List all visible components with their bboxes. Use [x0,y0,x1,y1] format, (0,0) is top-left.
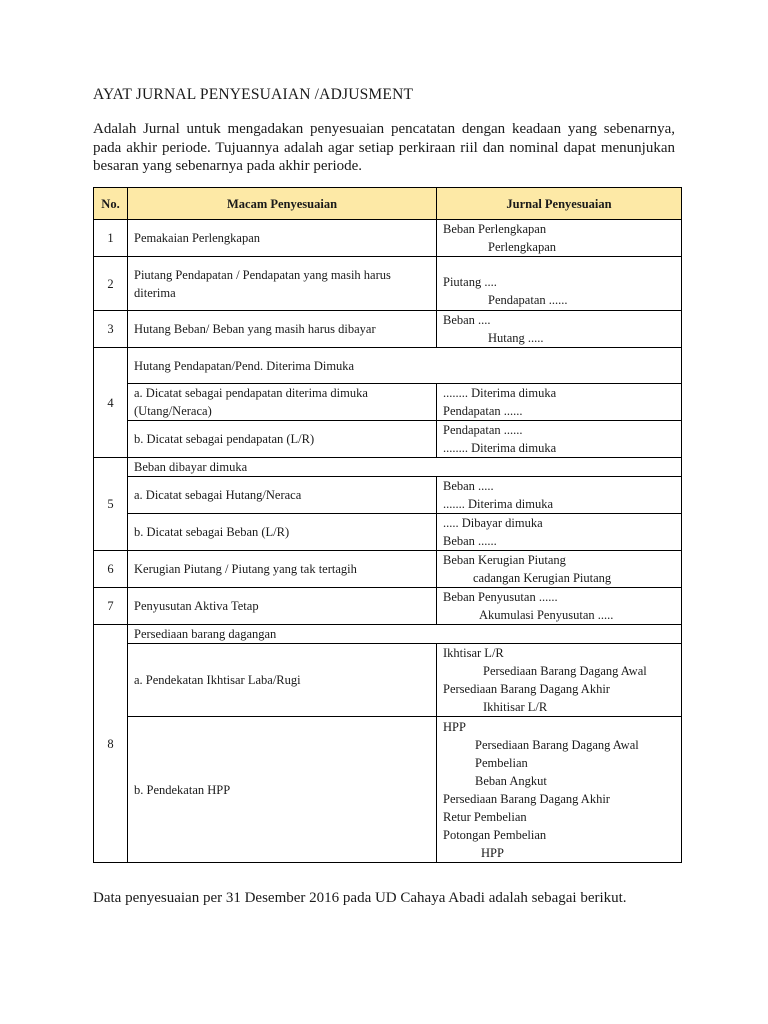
header-no: No. [94,188,128,220]
jurnal-line: Persediaan Barang Dagang Awal [483,664,647,678]
jurnal-cell [437,477,682,514]
table-row [94,625,682,644]
macam-cell: Penyusutan Aktiva Tetap [128,588,437,625]
table-row [94,588,682,625]
jurnal-credit-line: cadangan Kerugian Piutang [473,571,612,585]
jurnal-debit-line: Pendapatan ...... [443,423,523,437]
group-title-cell: Persediaan barang dagangan [128,625,682,644]
jurnal-line: HPP [481,845,504,860]
jurnal-line: Persediaan Barang Dagang Awal [475,737,639,752]
jurnal-cell [437,551,682,588]
jurnal-line: Pembelian [475,755,528,770]
table-row [94,257,682,311]
table-row [94,477,682,514]
jurnal-cell [437,514,682,551]
jurnal-line: Ikhitisar L/R [483,700,548,714]
jurnal-line: Persediaan Barang Dagang Akhir [443,682,610,696]
group-title-cell: Beban dibayar dimuka [128,458,682,477]
page-heading: AYAT JURNAL PENYESUAIAN /ADJUSMENT [93,86,414,103]
group-title-cell: Hutang Pendapatan/Pend. Diterima Dimuka [128,348,682,384]
jurnal-line: Beban Angkut [475,773,547,788]
row-number: 7 [94,588,128,625]
jurnal-line: Persediaan Barang Dagang Akhir [443,791,610,806]
table-row [94,220,682,257]
macam-cell: a. Dicatat sebagai Hutang/Neraca [128,477,437,514]
jurnal-cell [437,384,682,421]
jurnal-debit-line: Beban .... [443,313,491,327]
jurnal-cell [437,311,682,348]
row-number: 8 [94,625,128,863]
table-row [94,311,682,348]
header-jurnal-penyesuaian: Jurnal Penyesuaian [437,188,682,220]
macam-cell: Piutang Pendapatan / Pendapatan yang masih harus diterima [128,257,437,311]
adjustment-journal-table [93,187,682,863]
table-row [94,514,682,551]
jurnal-credit-line: ....... Diterima dimuka [443,497,554,511]
jurnal-cell [437,421,682,458]
jurnal-debit-line: ........ Diterima dimuka [443,386,557,400]
jurnal-line: HPP [443,719,466,734]
jurnal-debit-line: Beban ..... [443,479,494,493]
table-row [94,348,682,384]
macam-cell: Pemakaian Perlengkapan [128,220,437,257]
jurnal-cell [437,588,682,625]
row-number: 3 [94,311,128,348]
jurnal-credit-line: Hutang ..... [488,331,544,345]
jurnal-cell [437,717,682,863]
macam-cell: Kerugian Piutang / Piutang yang tak tertagih [128,551,437,588]
table-row [94,458,682,477]
row-number: 2 [94,257,128,311]
macam-cell: Hutang Beban/ Beban yang masih harus dibayar [128,311,437,348]
table-row [94,551,682,588]
row-number: 6 [94,551,128,588]
row-number: 4 [94,348,128,458]
jurnal-cell [437,644,682,717]
jurnal-line: Ikhtisar L/R [443,646,504,660]
macam-cell: b. Pendekatan HPP [128,717,437,863]
row-number: 5 [94,458,128,551]
jurnal-credit-line: ........ Diterima dimuka [443,441,557,455]
jurnal-debit-line: Beban Kerugian Piutang [443,553,566,567]
jurnal-credit-line: Perlengkapan [488,240,557,254]
jurnal-credit-line: Pendapatan ...... [443,404,523,418]
table-row [94,717,682,863]
jurnal-credit-line: Akumulasi Penyusutan ..... [479,608,614,622]
table-row [94,384,682,421]
table-header-row [94,188,682,220]
jurnal-debit-line: ..... Dibayar dimuka [443,516,543,530]
macam-cell: b. Dicatat sebagai Beban (L/R) [128,514,437,551]
jurnal-cell [437,257,682,311]
row-number: 1 [94,220,128,257]
jurnal-line: Retur Pembelian [443,809,527,824]
macam-cell: b. Dicatat sebagai pendapatan (L/R) [128,421,437,458]
intro-paragraph: Adalah Jurnal untuk mengadakan penyesuaian pencatatan dengan keadaan yang sebenarnya, pada akhir periode. Tujuannya adalah agar setiap perkiraan riil dan nominal dapat menunjukan besaran yang sebenarnya pada akhir periode. [93,121,675,174]
table-row [94,421,682,458]
header-macam-penyesuaian: Macam Penyesuaian [128,188,437,220]
jurnal-cell [437,220,682,257]
jurnal-credit-line: Beban ...... [443,534,497,548]
macam-cell: a. Pendekatan Ikhtisar Laba/Rugi [128,644,437,717]
jurnal-line: Potongan Pembelian [443,827,547,842]
jurnal-debit-line: Beban Penyusutan ...... [443,590,558,604]
jurnal-debit-line: Beban Perlengkapan [443,222,547,236]
jurnal-credit-line: Pendapatan ...... [488,293,568,307]
closing-paragraph: Data penyesuaian per 31 Desember 2016 pada UD Cahaya Abadi adalah sebagai berikut. [93,890,627,906]
macam-cell: a. Dicatat sebagai pendapatan diterima dimuka (Utang/Neraca) [128,384,437,421]
jurnal-debit-line: Piutang .... [443,275,497,289]
table-row [94,644,682,717]
